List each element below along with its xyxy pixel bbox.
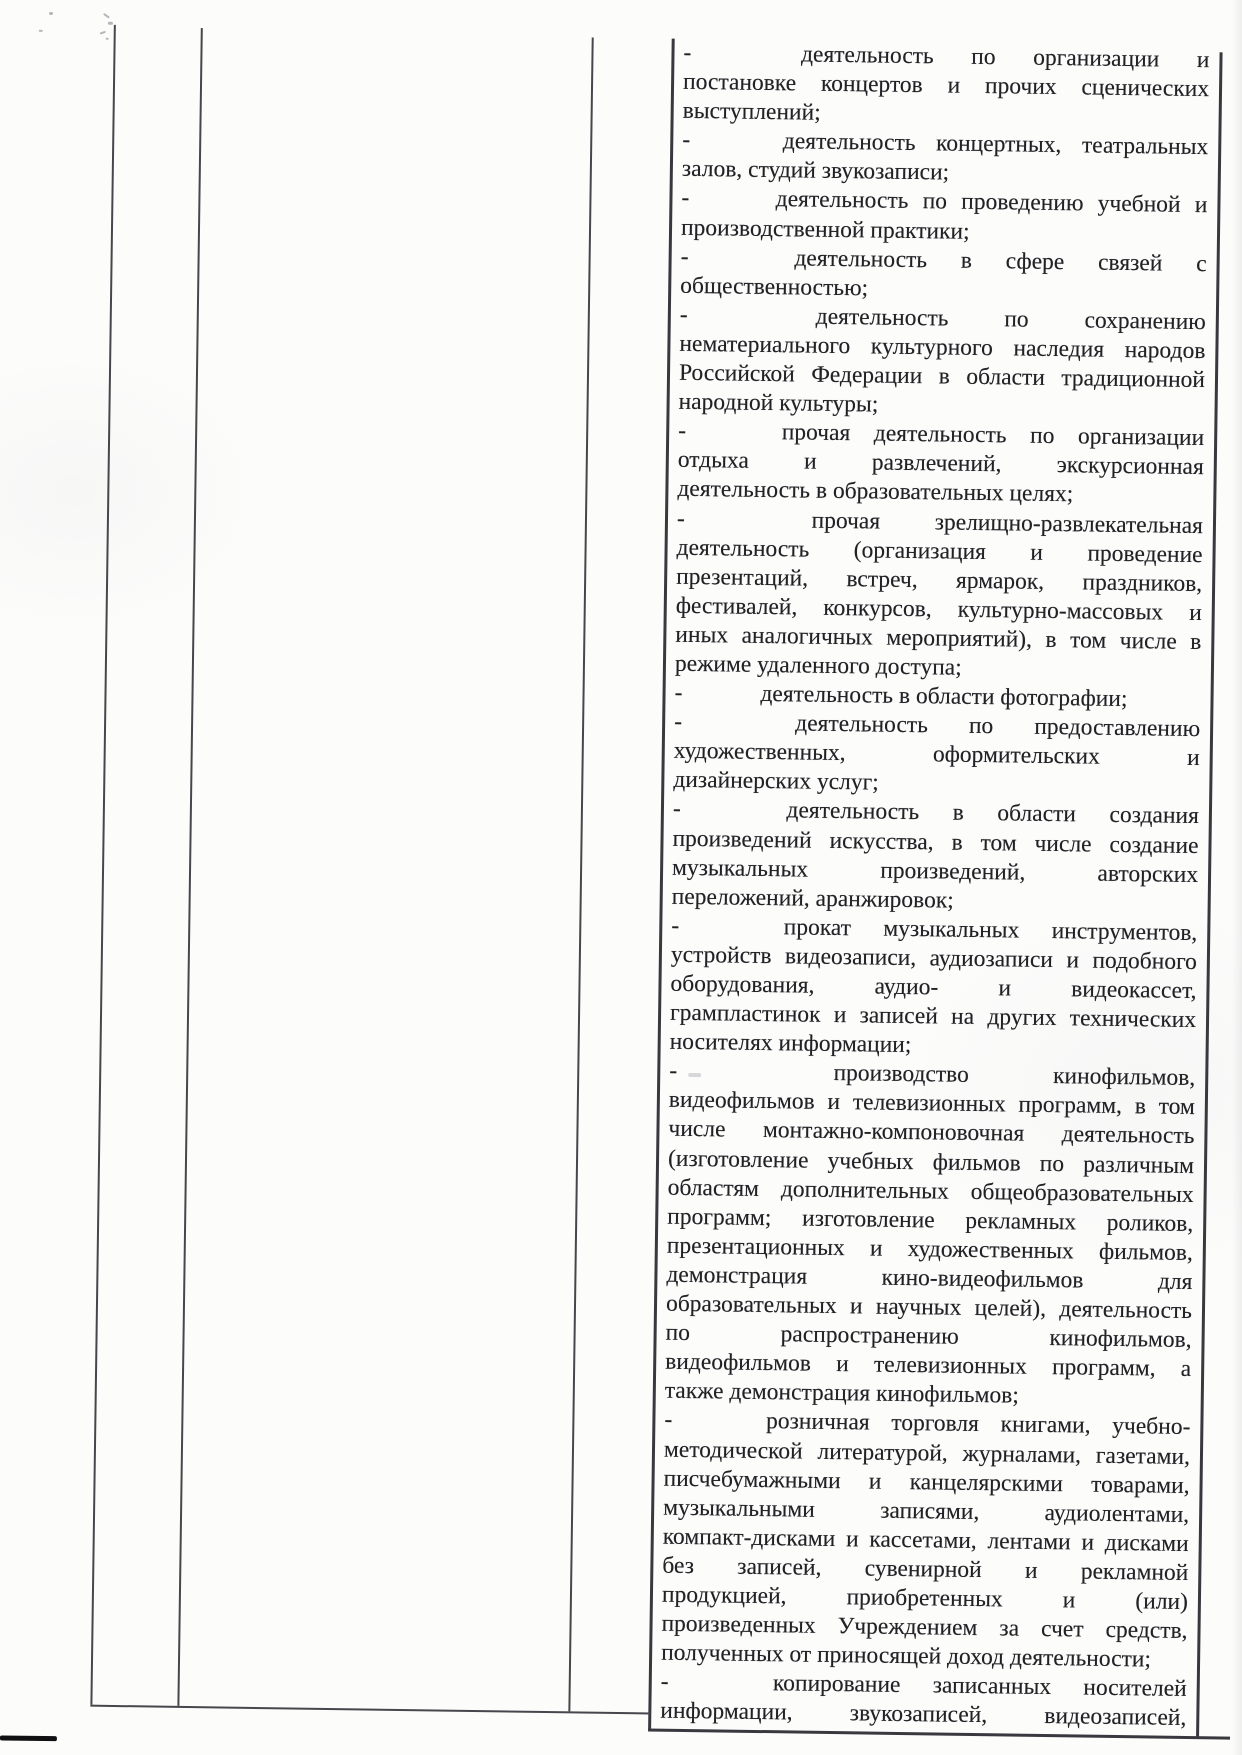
scan-edge-shading	[1232, 0, 1242, 1755]
scan-artifact-black-mark	[0, 1735, 57, 1741]
text-line: - розничная торговля книгами, учебно-	[664, 1407, 1191, 1441]
text-line: музыкальных произведений, авторских	[671, 854, 1199, 888]
text-line: залов, студий звукозаписи;	[681, 156, 950, 186]
text-line: режиме удаленного доступа;	[674, 650, 962, 681]
activities-cell	[660, 39, 1210, 1734]
text-line: презентаций, встреч, ярмарок, праздников,	[676, 563, 1203, 597]
text-line: постановке концертов и прочих сценических	[682, 68, 1210, 103]
pencil-mark	[108, 22, 113, 25]
text-line: числе монтажно-компоновочная деятельность	[668, 1116, 1195, 1150]
bullet-marker: -	[678, 417, 687, 445]
text-line: также демонстрация кинофильмов;	[664, 1377, 1020, 1409]
bullet-marker: -	[673, 708, 683, 735]
text-line: устройств видеозаписи, аудиозаписи и подобного	[670, 941, 1198, 975]
text-line: программ; изготовление рекламных роликов,	[667, 1203, 1194, 1237]
text-line: видеофильмов и телевизионных программ, в том	[668, 1087, 1196, 1121]
text-line: методической литературой, журналами, газетами,	[663, 1436, 1191, 1470]
text-line: по распространению кинофильмов,	[665, 1319, 1192, 1354]
text-line: Российской Федерации в области традиционной	[678, 359, 1206, 394]
text-line: выступлений;	[682, 97, 821, 126]
text-line: продукцией, приобретенных и (или)	[661, 1581, 1189, 1615]
text-line: художественных, оформительских и	[673, 737, 1200, 772]
bullet-marker: -	[660, 1668, 669, 1695]
table-column-border-1	[90, 25, 115, 1705]
bullet-marker: -	[683, 39, 692, 66]
bullet-marker: -	[681, 185, 690, 212]
table-bottom-border-left	[90, 1705, 650, 1715]
text-line: деятельность (организация и проведение	[676, 534, 1203, 568]
text-line: - копирование записанных носителей	[660, 1668, 1187, 1703]
text-line: - производство кинофильмов,	[669, 1057, 1196, 1092]
text-line: - деятельность в сфере связей с	[680, 243, 1207, 277]
text-line: переложений, аранжировок;	[671, 883, 954, 914]
text-line: (изготовление учебных фильмов по различным	[667, 1145, 1195, 1179]
text-line: грампластинок и записей на других технических	[669, 999, 1197, 1034]
text-line: оборудования, аудио- и видеокассет,	[670, 970, 1197, 1005]
pencil-mark	[106, 38, 109, 40]
text-line: - деятельность по предоставлению	[673, 708, 1201, 743]
text-line: произведенных Учреждением за счет средств,	[661, 1610, 1188, 1645]
table-column-border-2	[177, 28, 202, 1706]
text-line: музыкальными записями, аудиолентами,	[663, 1494, 1190, 1528]
text-line: компакт-дисками и кассетами, лентами и дисками	[662, 1523, 1189, 1557]
text-line: - деятельность концертных, театральных	[682, 127, 1209, 161]
text-line: - деятельность по проведению учебной и	[681, 185, 1208, 219]
text-line: носителях информации;	[669, 1028, 912, 1059]
bullet-marker: -	[671, 912, 680, 939]
pencil-mark	[39, 30, 43, 32]
text-line: презентационных и художественных фильмов,	[666, 1232, 1193, 1266]
text-line: иных аналогичных мероприятий), в том числе в	[675, 621, 1202, 655]
text-line: - деятельность в области создания	[672, 796, 1200, 830]
bullet-marker: -	[680, 243, 689, 270]
text-line: деятельность в образовательных целях;	[677, 476, 1074, 508]
text-line: писчебумажными и канцелярскими товарами,	[663, 1465, 1190, 1499]
text-line: информации, звукозаписей, видеозаписей,	[660, 1697, 1187, 1732]
pencil-mark	[103, 13, 110, 19]
text-line: фестивалей, конкурсов, культурно-массовых и	[675, 592, 1202, 626]
bullet-marker: -	[672, 796, 681, 823]
text-line: народной культуры;	[678, 388, 879, 418]
text-line: - деятельность по организации и	[683, 39, 1210, 74]
bullet-marker: -	[679, 301, 688, 328]
text-line: видеофильмов и телевизионных программ, а	[665, 1348, 1192, 1383]
text-line: образовательных и научных целей), деятельность	[665, 1290, 1193, 1325]
bullet-marker: -	[669, 1057, 678, 1085]
text-line: - деятельность в области фотографии;	[674, 679, 1128, 713]
text-line: общественностью;	[680, 272, 869, 302]
bullet-marker: -	[676, 505, 686, 532]
text-line: нематериального культурного наследия народов	[679, 330, 1206, 365]
bullet-marker: -	[664, 1407, 673, 1434]
text-line: областям дополнительных общеобразовательных	[667, 1174, 1194, 1208]
text-line: производственной практики;	[680, 214, 970, 245]
text-line: - деятельность по сохранению	[679, 301, 1206, 335]
text-line: демонстрация кино-видеофильмов для	[666, 1261, 1193, 1295]
bullet-marker: -	[674, 679, 683, 706]
bullet-marker: -	[682, 127, 691, 154]
pencil-mark	[49, 12, 53, 15]
text-line: без записей, сувенирной и рекламной	[662, 1552, 1189, 1586]
text-line: дизайнерских услуг;	[673, 767, 879, 796]
text-line: - прокат музыкальных инструментов,	[671, 912, 1198, 946]
text-line: полученных от приносящей доход деятельности;	[660, 1639, 1152, 1673]
text-line: произведений искусства, в том числе создание	[672, 825, 1199, 859]
pencil-mark	[100, 31, 106, 35]
table-column-border-3	[568, 38, 593, 1712]
text-line: отдыха и развлечений, экскурсионная	[677, 447, 1204, 481]
text-line: - прочая зрелищно-развлекательная	[676, 505, 1204, 539]
text-line: - прочая деятельность по организации	[678, 417, 1205, 452]
